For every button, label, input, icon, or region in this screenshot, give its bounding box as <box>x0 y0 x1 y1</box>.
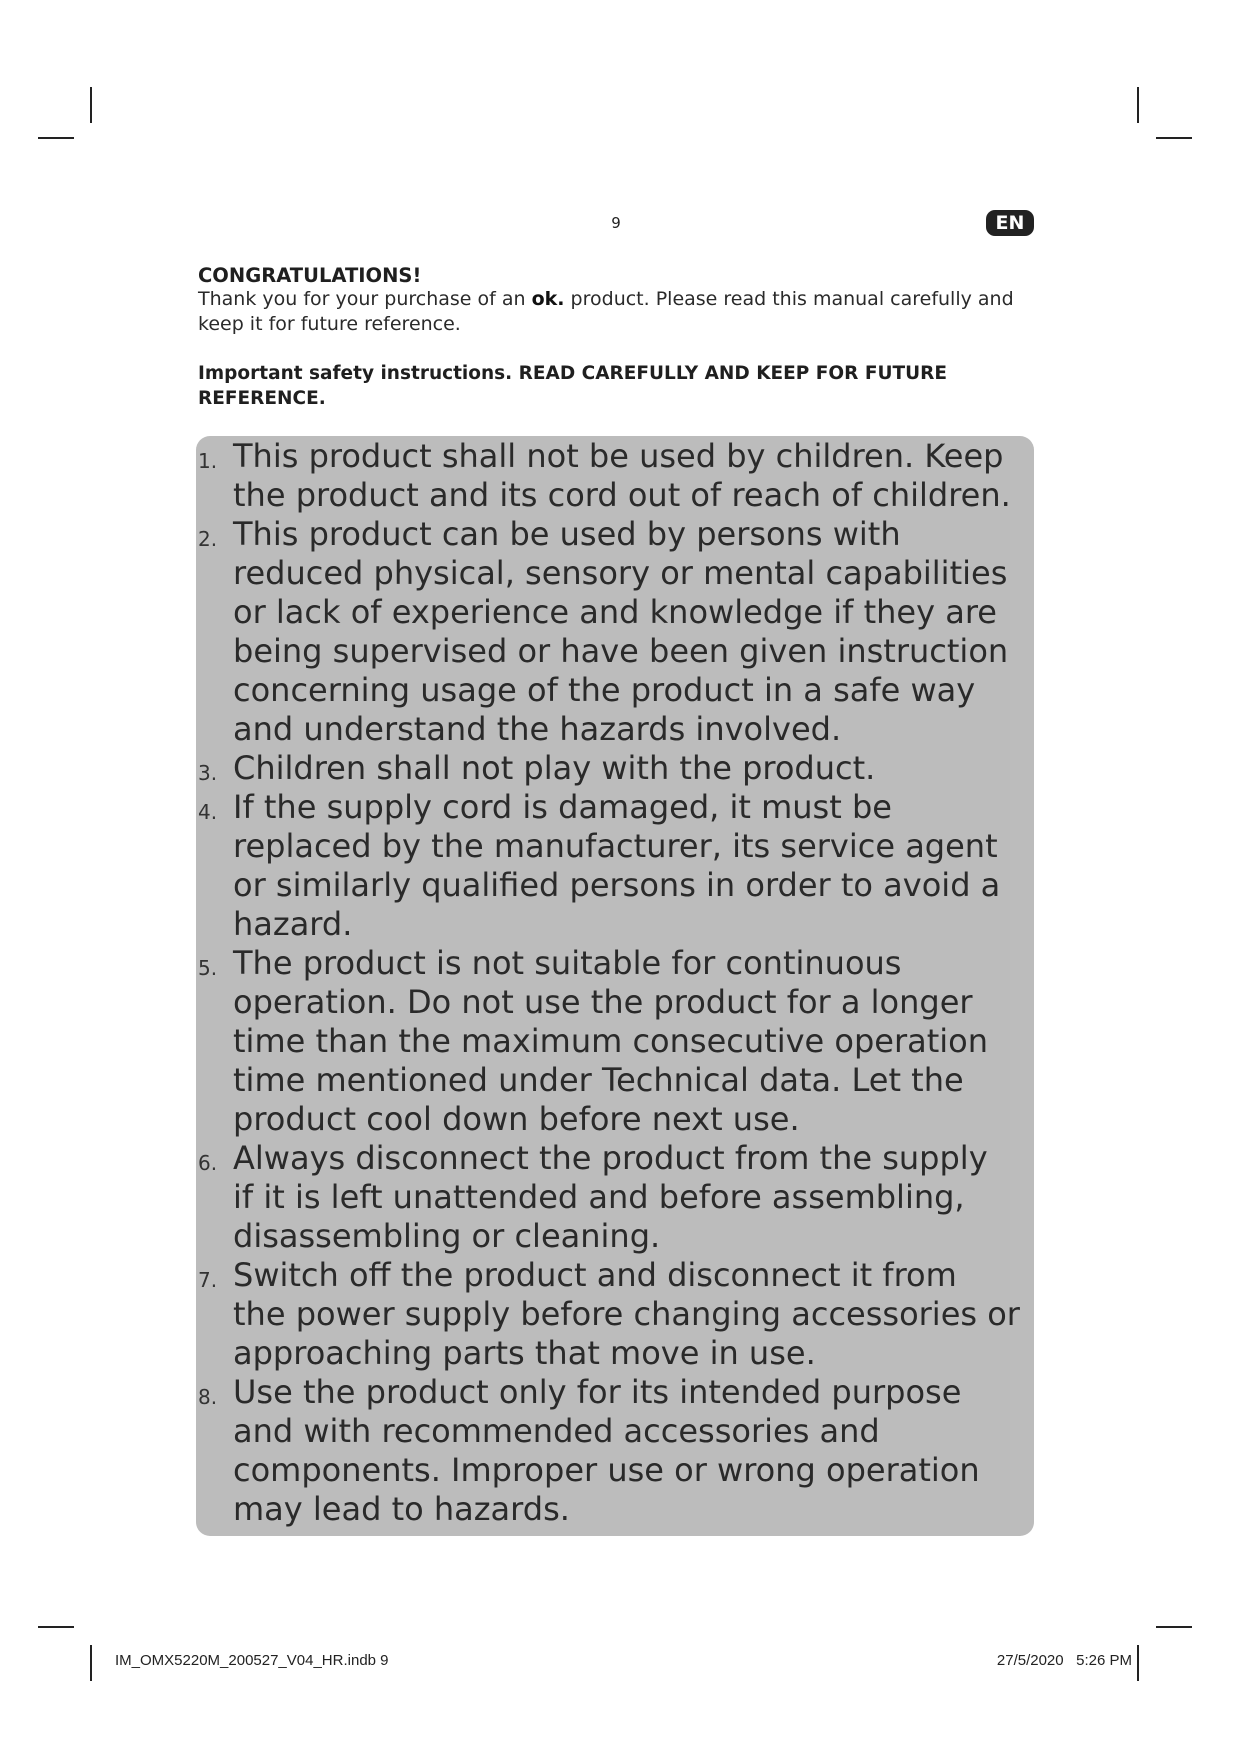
safety-item <box>196 788 1034 944</box>
safety-item-text: Use the product only for its intended purpose and with recommended accessories and components. Improper use or wrong operation may lead to hazards. <box>233 1373 980 1528</box>
safety-item <box>196 1373 1034 1529</box>
safety-item-text: The product is not suitable for continuous operation. Do not use the product for a longer time than the maximum consecutive operation time mentioned under Technical data. Let the product cool down before next use. <box>233 944 989 1138</box>
safety-item-text: Switch off the product and disconnect it from the power supply before changing accessories or approaching parts that move in use. <box>233 1256 1020 1372</box>
intro-heading: CONGRATULATIONS! <box>198 264 422 287</box>
safety-item-number: 4. <box>198 800 218 824</box>
safety-list <box>196 436 1034 1529</box>
brand-name: ok. <box>531 288 565 310</box>
crop-mark <box>1156 1626 1192 1628</box>
safety-item <box>196 437 1034 515</box>
intro-text <box>198 287 1038 337</box>
safety-item <box>196 1256 1034 1373</box>
safety-item-text: If the supply cord is damaged, it must be replaced by the manufacturer, its service agent or similarly qualified persons in order to avoid a hazard. <box>233 788 1001 943</box>
footer-file-name: IM_OMX5220M_200527_V04_HR.indb 9 <box>115 1652 389 1669</box>
safety-item <box>196 749 1034 788</box>
intro-text-prefix: Thank you for your purchase of an <box>198 288 532 310</box>
safety-item <box>196 1139 1034 1256</box>
intro-text-suffix: product. Please read this manual carefully and keep it for future reference. <box>198 288 1014 335</box>
safety-item-text: Children shall not play with the product. <box>233 749 876 787</box>
safety-item-text: Always disconnect the product from the supply if it is left unattended and before assembling, disassembling or cleaning. <box>233 1139 988 1255</box>
crop-mark <box>90 87 92 123</box>
safety-item-number: 2. <box>198 527 218 551</box>
crop-mark <box>1156 137 1192 139</box>
language-badge: EN <box>986 210 1034 236</box>
crop-mark <box>1137 1645 1139 1681</box>
safety-item-number: 5. <box>198 956 218 980</box>
crop-mark <box>38 1626 74 1628</box>
safety-item-text: This product can be used by persons with reduced physical, sensory or mental capabilities or lack of experience and knowledge if they are being supervised or have been given instruction concerning usage of the product in a safe way and understand the hazards involved. <box>233 515 1009 748</box>
safety-item-number: 6. <box>198 1151 218 1175</box>
intro-section <box>198 264 1038 337</box>
safety-item <box>196 944 1034 1139</box>
safety-item-number: 3. <box>198 761 218 785</box>
crop-mark <box>38 137 74 139</box>
crop-mark <box>1137 87 1139 123</box>
safety-instructions-box <box>196 436 1034 1536</box>
footer-timestamp: 27/5/2020 5:26 PM <box>996 1652 1132 1669</box>
safety-item-text: This product shall not be used by children. Keep the product and its cord out of reach of children. <box>233 437 1011 514</box>
safety-item-number: 1. <box>198 449 218 473</box>
crop-mark <box>90 1645 92 1681</box>
page-number: 9 <box>611 214 621 232</box>
safety-item-number: 8. <box>198 1385 218 1409</box>
safety-heading: Important safety instructions. READ CAREFULLY AND KEEP FOR FUTURE REFERENCE. <box>198 363 948 409</box>
safety-item <box>196 515 1034 749</box>
safety-item-number: 7. <box>198 1268 218 1292</box>
